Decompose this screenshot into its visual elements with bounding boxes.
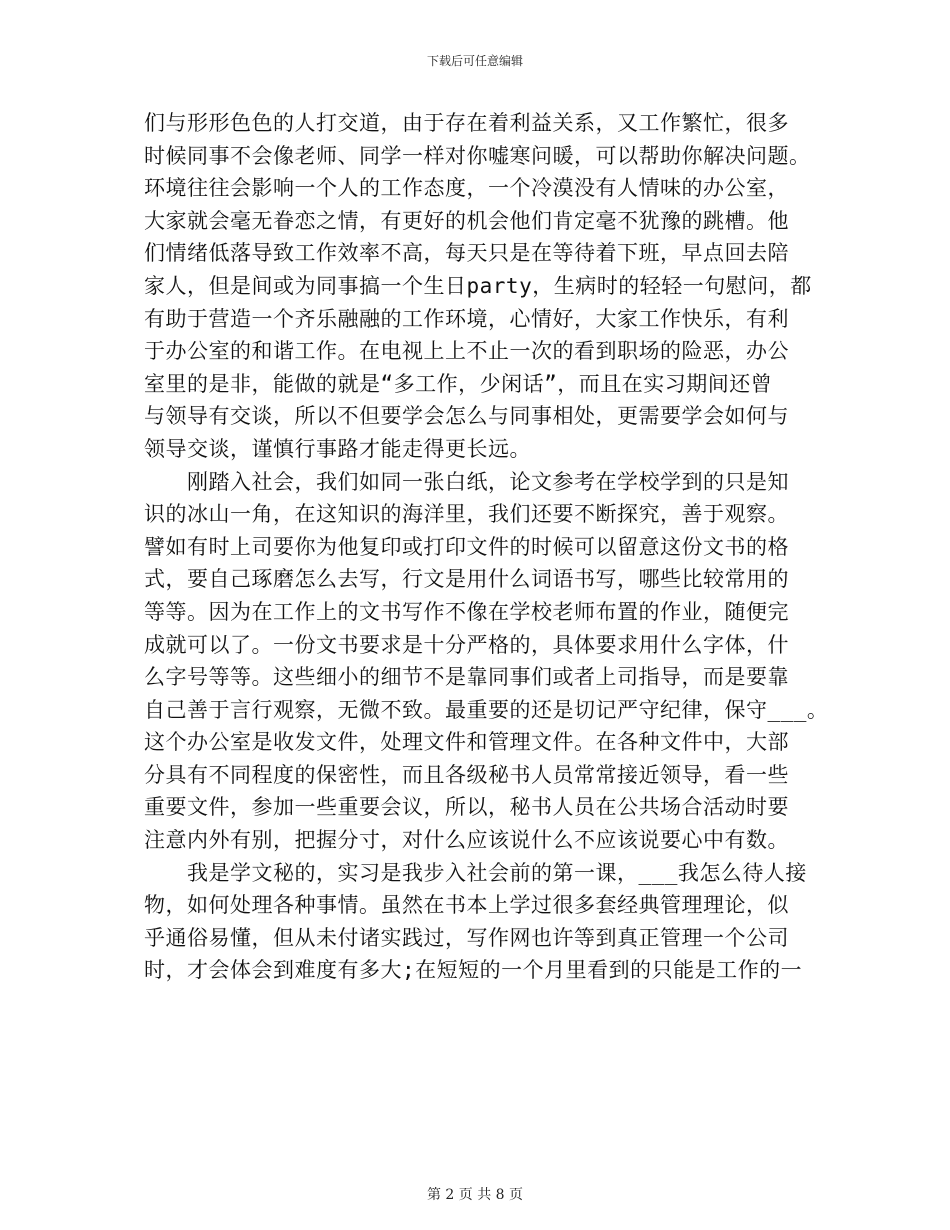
text-line: 重要文件，参加一些重要会议，所以，秘书人员在公共场合活动时要 [144,795,789,820]
text-line: 成就可以了。一份文书要求是十分严格的，具体要求用什么字体，什 [144,632,789,657]
text-line: 分具有不同程度的保密性，而且各级秘书人员常常接近领导，看一些 [144,762,789,787]
text-line: 时候同事不会像老师、同学一样对你嘘寒问暖，可以帮助你解决问题。 [144,143,811,168]
text-line: 时，才会体会到难度有多大;在短短的一个月里看到的只能是工作的一 [144,958,803,983]
text-line: 刚踏入社会，我们如同一张白纸，论文参考在学校学到的只是知 [144,469,789,494]
header-note: 下载后可任意编辑 [426,54,523,68]
text-line: 乎通俗易懂，但从未付诸实践过，写作网也许等到真正管理一个公司 [144,925,789,950]
text-line: 们情绪低落导致工作效率不高，每天只是在等待着下班，早点回去陪 [144,241,789,266]
text-line: 有助于营造一个齐乐融融的工作环境，心情好，大家工作快乐，有利 [144,306,789,331]
text-line: 识的冰山一角，在这知识的海洋里，我们还要不断探究，善于观察。 [144,502,789,527]
text-line: 我是学文秘的，实习是我步入社会前的第一课，___我怎么待人接 [144,860,807,885]
text-line: 家人，但是间或为同事搞一个生日party，生病时的轻轻一句慰问，都 [144,273,812,298]
text-line: 们与形形色色的人打交道，由于存在着利益关系，又工作繁忙，很多 [144,111,789,135]
text-line: 领导交谈，谨慎行事路才能走得更长远。 [144,436,531,461]
text-line: 于办公室的和谐工作。在电视上上不止一次的看到职场的险恶，办公 [144,339,789,364]
text-line: 譬如有时上司要你为他复印或打印文件的时候可以留意这份文书的格 [144,534,789,559]
text-line: 自己善于言行观察，无微不致。最重要的还是切记严守纪律，保守___。 [144,697,829,722]
text-line: 物，如何处理各种事情。虽然在书本上学过很多套经典管理理论，似 [144,893,789,918]
text-line: 注意内外有别，把握分寸，对什么应该说什么不应该说要心中有数。 [144,828,789,853]
text-line: 么字号等等。这些细小的细节不是靠同事们或者上司指导，而是要靠 [144,665,789,690]
page-number: 第 2 页 共 8 页 [426,1187,524,1203]
text-line: 环境往往会影响一个人的工作态度，一个冷漠没有人情味的办公室， [144,176,789,201]
text-line: 式，要自己琢磨怎么去写，行文是用什么词语书写，哪些比较常用的 [144,567,789,592]
text-line: 室里的是非，能做的就是“多工作，少闲话”，而且在实习期间还曾 [144,371,773,396]
text-line: 这个办公室是收发文件，处理文件和管理文件。在各种文件中，大部 [144,730,789,755]
text-line: 等等。因为在工作上的文书写作不像在学校老师布置的作业，随便完 [144,599,789,624]
text-line: 大家就会毫无眷恋之情，有更好的机会他们肯定毫不犹豫的跳槽。他 [144,208,789,233]
document-body [144,107,834,987]
text-line: 与领导有交谈，所以不但要学会怎么与同事相处，更需要学会如何与 [144,404,789,429]
